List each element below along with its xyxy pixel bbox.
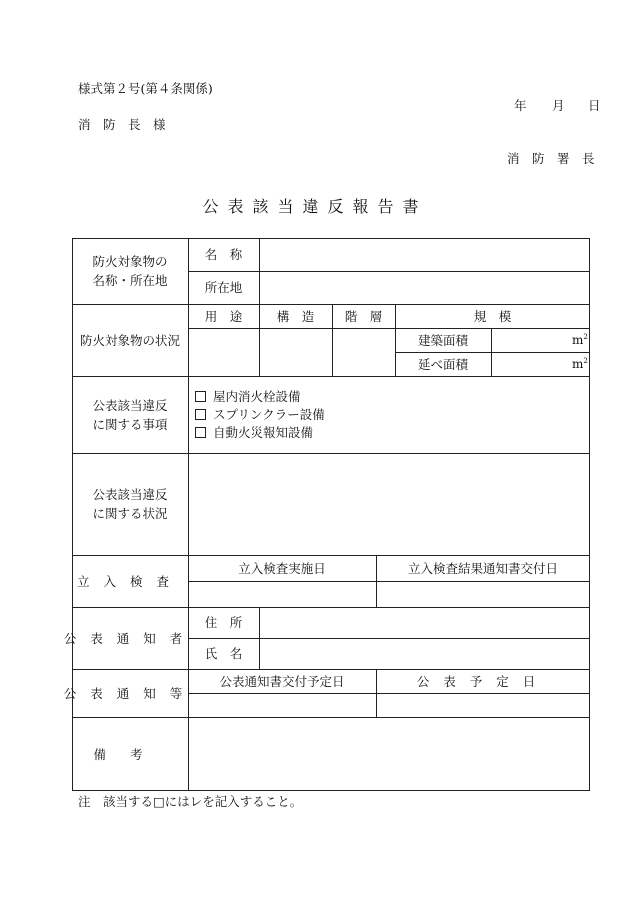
use-header: 用 途 — [204, 308, 243, 324]
inspection-date-field[interactable] — [188, 581, 376, 607]
building-area-unit: $m^2$ — [572, 333, 588, 347]
status-label: 防火対象物の状況 — [79, 332, 180, 348]
floors-field[interactable] — [332, 328, 395, 376]
structure-field[interactable] — [259, 328, 332, 376]
remarks-field[interactable] — [194, 722, 584, 786]
delivery-date-field[interactable] — [188, 693, 376, 717]
page-title: 公表該当違反報告書 — [202, 197, 428, 216]
footnote: 注 該当する□にはレを記入すること。 — [78, 794, 303, 809]
addressee: 消 防 長 様 — [78, 117, 166, 132]
structure-header: 構 造 — [276, 308, 315, 324]
violation-status-label: 公表該当違反 に関する状況 — [92, 487, 168, 521]
delivery-date-header: 公表通知書交付予定日 — [219, 673, 345, 689]
inspection-date-header: 立入検査実施日 — [238, 560, 326, 576]
object-name-label: 名 称 — [204, 247, 243, 262]
checkbox-fire-alarm[interactable]: 自動火災報知設備 — [195, 424, 325, 442]
form-number: 様式第２号(第４条関係) — [78, 81, 213, 96]
object-address-field[interactable] — [264, 271, 584, 304]
publish-date-header: 公表予定日 — [416, 673, 550, 689]
total-floor-area-label: 延べ面積 — [417, 356, 468, 372]
inspection-label: 立入検査 — [76, 573, 183, 589]
violation-status-field[interactable] — [194, 458, 584, 550]
object-label: 防火対象物の 名称・所在地 — [92, 254, 168, 288]
checkbox-indoor-hydrant[interactable]: 屋内消火栓設備 — [195, 388, 325, 406]
checkbox-icon[interactable] — [195, 391, 206, 402]
inspection-notice-date-header: 立入検査結果通知書交付日 — [407, 560, 558, 576]
remarks-label: 備考 — [93, 746, 167, 762]
checkbox-sprinkler[interactable]: スプリンクラー設備 — [195, 406, 325, 424]
publish-date-field[interactable] — [376, 693, 590, 717]
notified-name-field[interactable] — [264, 638, 584, 669]
floors-header: 階 層 — [344, 308, 383, 324]
inspection-notice-date-field[interactable] — [376, 581, 590, 607]
checkbox-icon[interactable] — [195, 409, 206, 420]
building-area-field[interactable] — [491, 328, 571, 352]
date-day-label: 日 — [588, 98, 601, 113]
violation-checklist — [195, 388, 325, 442]
scale-header: 規 模 — [473, 308, 512, 324]
notified-address-field[interactable] — [264, 607, 584, 638]
building-area-label: 建築面積 — [417, 332, 468, 348]
notified-name-label: 氏 名 — [204, 646, 243, 661]
sender: 消 防 署 長 — [507, 151, 595, 166]
use-field[interactable] — [188, 328, 259, 376]
notified-address-label: 住 所 — [204, 615, 243, 630]
total-floor-area-unit: $m^2$ — [572, 357, 588, 371]
notification-label: 公表通知等 — [63, 685, 197, 701]
date-year-label: 年 — [514, 98, 527, 113]
total-floor-area-field[interactable] — [491, 352, 571, 376]
checkbox-icon[interactable] — [195, 427, 206, 438]
object-name-field[interactable] — [264, 238, 584, 271]
date-month-label: 月 — [552, 98, 565, 113]
notified-person-label: 公表通知者 — [63, 630, 197, 646]
violation-items-label: 公表該当違反 に関する事項 — [92, 397, 168, 432]
object-address-label: 所在地 — [204, 280, 243, 295]
